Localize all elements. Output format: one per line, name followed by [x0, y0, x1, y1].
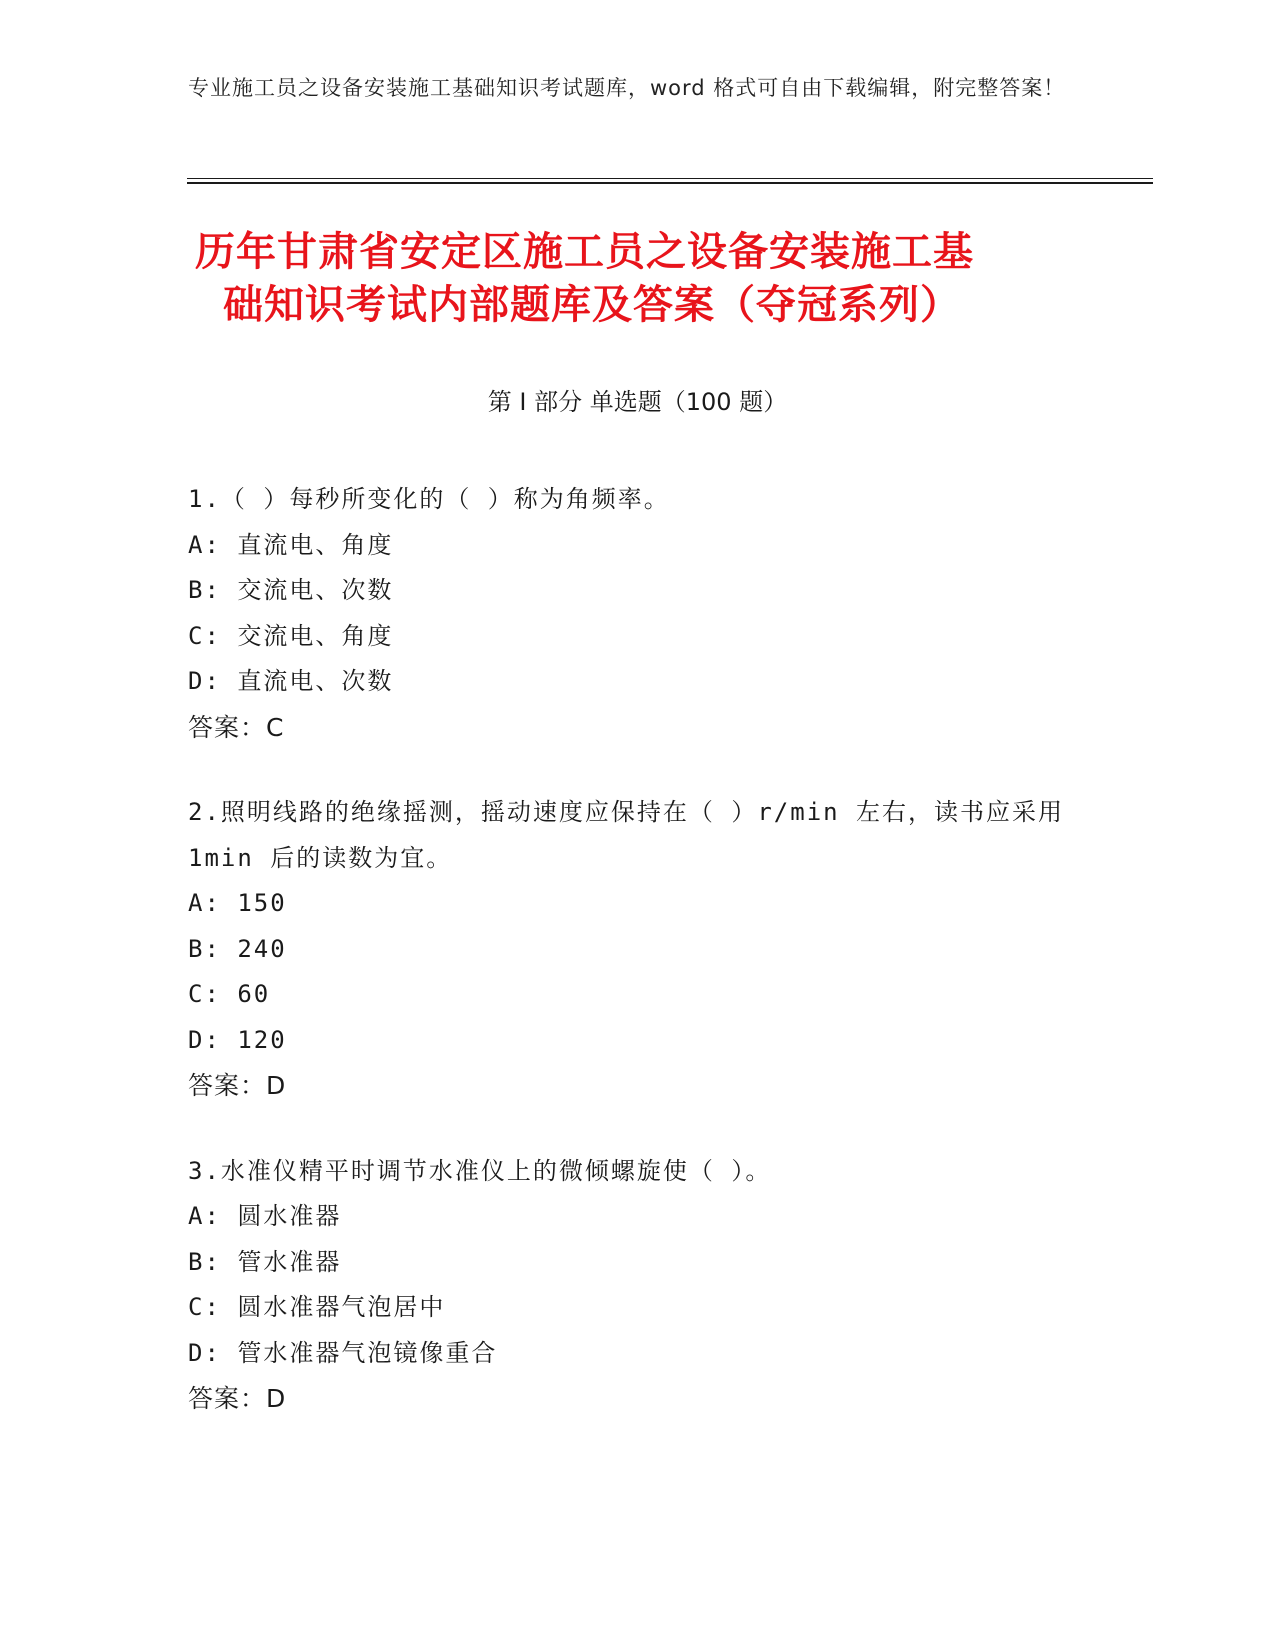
option-b: B: 240 — [188, 934, 287, 963]
header-note: 专业施工员之设备安装施工基础知识考试题库，word 格式可自由下载编辑，附完整答案！ — [188, 76, 1066, 100]
question-text: 1.（ ）每秒所变化的（ ）称为角频率。 — [188, 485, 670, 513]
question-3 — [188, 1149, 1088, 1422]
option-a: A: 直流电、角度 — [188, 530, 394, 559]
option-b: B: 交流电、次数 — [188, 576, 394, 604]
header-divider-thick — [187, 182, 1153, 184]
option-c: C: 圆水准器气泡居中 — [188, 1293, 446, 1321]
header-divider-thin — [187, 178, 1153, 179]
option-c: C: 交流电、角度 — [188, 621, 394, 650]
answer: 答案：C — [188, 712, 285, 742]
answer: 答案：D — [188, 1071, 287, 1100]
question-1 — [188, 477, 1088, 750]
option-c: C: 60 — [188, 980, 271, 1008]
option-a: A: 圆水准器 — [188, 1202, 342, 1230]
option-d: D: 管水准器气泡镜像重合 — [188, 1338, 498, 1367]
question-text: 2.照明线路的绝缘摇测，摇动速度应保持在（ ）r/min 左右，读书应采用 1min 后的读数为宜。 — [188, 798, 1065, 872]
document-title — [195, 226, 1075, 332]
question-list — [188, 477, 1088, 1462]
option-d: D: 直流电、次数 — [188, 667, 394, 695]
document-title-line-2: 础知识考试内部题库及答案（夺冠系列） — [223, 282, 961, 328]
document-title-line-1: 历年甘肃省安定区施工员之设备安装施工基 — [195, 229, 974, 275]
option-d: D: 120 — [188, 1025, 287, 1054]
option-a: A: 150 — [188, 889, 287, 917]
question-text: 3.水准仪精平时调节水准仪上的微倾螺旋使（ ）。 — [188, 1156, 772, 1185]
option-b: B: 管水准器 — [188, 1247, 342, 1276]
question-2 — [188, 790, 1088, 1109]
section-heading: 第 I 部分 单选题（100 题） — [487, 388, 788, 416]
answer: 答案：D — [188, 1384, 287, 1413]
